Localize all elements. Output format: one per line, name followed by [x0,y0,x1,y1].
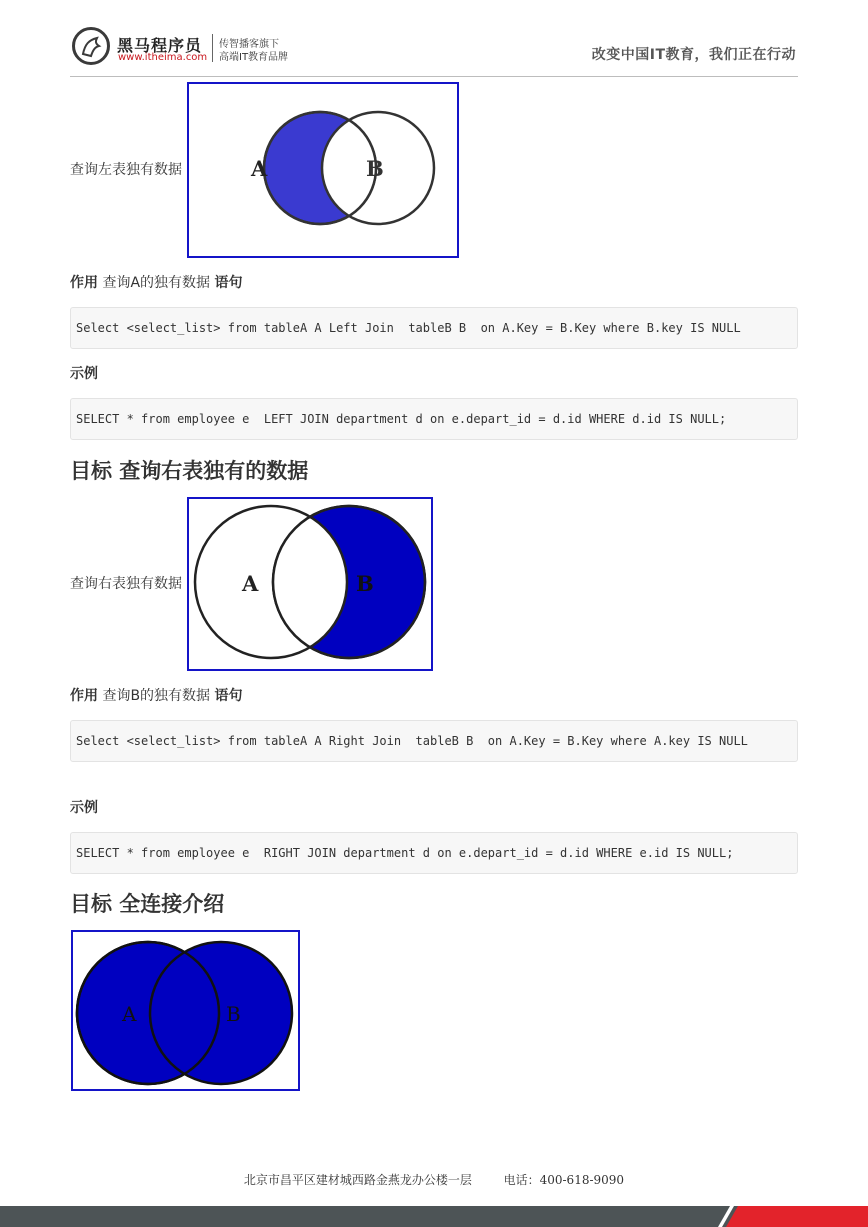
left-only-purpose [70,272,242,292]
left-only-syntax-code: Select <select_list> from tableA A Left Join tableB B on A.Key = B.Key where B.key IS NULL [70,307,798,349]
left-only-venn-diagram [187,82,459,258]
left-only-example-label: 示例 [70,366,98,382]
header-slogan: 改变中国IT教育，我们正在行动 [591,47,796,63]
right-only-example-label: 示例 [70,800,98,816]
brand-tagline-2: 高端IT教育品牌 [219,52,289,63]
purpose-prefix: 作用 [70,688,98,704]
footer-address: 北京市昌平区建材城西路金燕龙办公楼一层 [243,1173,472,1187]
right-only-purpose [70,685,243,705]
purpose-text: 查询A的独有数据 [98,275,215,291]
venn-label-b: B [366,156,384,181]
right-only-example-code: SELECT * from employee e RIGHT JOIN department d on e.depart_id = d.id WHERE e.id IS NULL; [70,832,798,874]
full-join-heading: 目标 全连接介绍 [70,892,225,916]
right-only-label: 查询右表独有数据 [70,576,182,592]
purpose-suffix: 语句 [214,688,243,704]
footer-phone: 电话：400-618-9090 [503,1173,625,1187]
right-only-syntax-code: Select <select_list> from tableA A Right Join tableB B on A.Key = B.Key where A.key IS NULL [70,720,798,762]
venn-label-b: B [356,571,374,596]
venn-label-b: B [226,1002,241,1026]
brand-tagline-1: 传智播客旗下 [219,39,279,50]
right-only-venn-diagram [187,497,433,671]
brand-name: 黑马程序员 [117,36,203,55]
purpose-suffix: 语句 [214,275,243,291]
purpose-text: 查询B的独有数据 [98,688,215,704]
venn-label-a: A [122,1002,137,1026]
brand-divider [212,34,213,62]
brand-logo-icon [72,27,110,65]
brand-url: www.itheima.com [118,52,208,63]
purpose-prefix: 作用 [70,275,98,291]
footer-accent-stripe [718,1206,868,1227]
venn-label-a: A [251,156,268,181]
left-only-label: 查询左表独有数据 [70,162,182,178]
header-divider [70,76,798,77]
full-join-venn-diagram [71,930,300,1091]
left-only-example-code: SELECT * from employee e LEFT JOIN department d on e.depart_id = d.id WHERE d.id IS NULL; [70,398,798,440]
footer-contact [0,1171,868,1188]
venn-label-a: A [242,571,259,596]
right-only-heading: 目标 查询右表独有的数据 [70,459,309,483]
